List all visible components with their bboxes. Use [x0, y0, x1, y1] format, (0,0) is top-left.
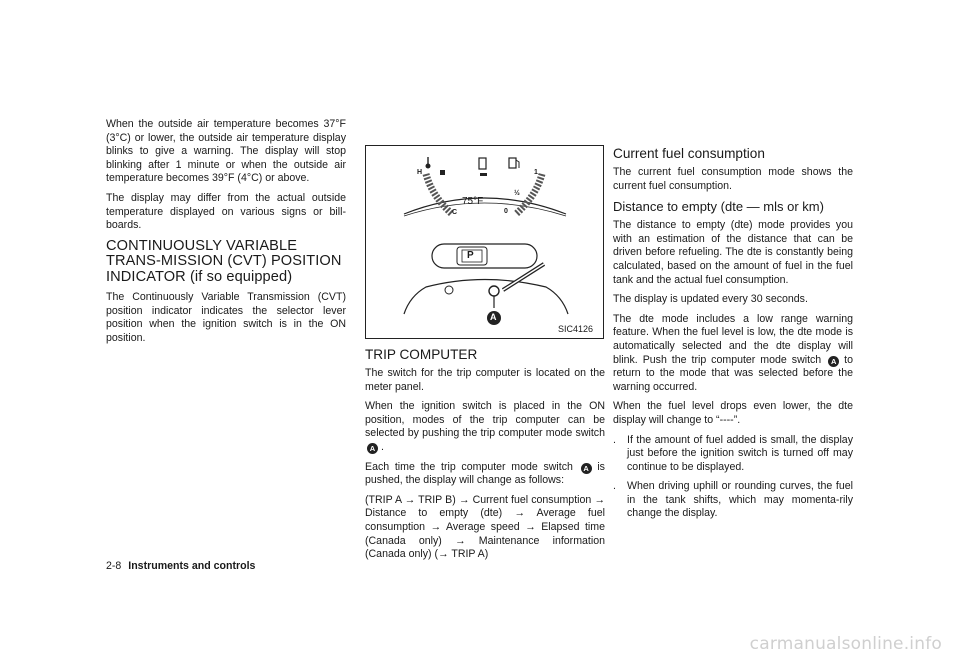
gauge-hot-label: H [417, 169, 423, 176]
paragraph-dte-dashes: When the fuel level drops even lower, the dte display will change to “----”. [613, 400, 853, 426]
paragraph-trip-modes [365, 400, 605, 454]
outside-temp-readout: 75°F [462, 196, 484, 207]
bullet-mark: . [613, 480, 616, 493]
callout-a-icon: A [581, 463, 592, 474]
paragraph-dte-warning-text-a: The dte mode includes a low range warning feature. When the fuel level is low, the dte mode is automatically selected and the dte display will blink. Push the trip computer mode switch [613, 312, 853, 366]
fuel-empty-label: 0 [504, 208, 508, 215]
paragraph-dte-warning [613, 313, 853, 395]
paragraph-trip-modes-end: . [380, 440, 384, 453]
meter-panel-figure [365, 145, 604, 339]
fuel-full-label: 1 [534, 169, 538, 176]
paragraph-trip-cycle-text-b: is pushed, the display will change as follows: [365, 460, 605, 487]
heading-current-fuel-consumption: Current fuel consumption [613, 146, 765, 161]
page-footer [106, 560, 255, 572]
page-number: 2-8 [106, 560, 122, 572]
gauge-cold-label: C [452, 209, 458, 216]
list-item [613, 434, 853, 475]
paragraph-trip-cycle [365, 461, 605, 488]
heading-trip-computer: TRIP COMPUTER [365, 347, 478, 362]
paragraph-trip-modes-text: When the ignition switch is placed in the ON position, modes of the trip computer can be selected by pushing the trip computer mode switch [365, 400, 605, 440]
heading-cvt-indicator: CONTINUOUSLY VARIABLE TRANS-MISSION (CVT) POSITION INDICATOR (if so equipped) [106, 237, 342, 285]
meter-panel-illustration [366, 146, 603, 338]
bullet-text: If the amount of fuel added is small, the display just before the ignition switch is turned off may continue to be displayed. [627, 433, 853, 473]
right-column [613, 146, 853, 527]
bullet-text: When driving uphill or rounding curves, the fuel in the tank shifts, which may momenta-rily change the display. [627, 480, 853, 520]
paragraph-dte-update: The display is updated every 30 seconds. [613, 293, 808, 306]
paragraph-trip-switch-location: The switch for the trip computer is located on the meter panel. [365, 367, 605, 393]
paragraph-outside-temp-warning: When the outside air temperature becomes 37°F (3°C) or lower, the outside air temperature display blinks to give a warning. The display will stop blinking after 1 minute or when the outside air temperature becomes 39°F (4°C) or above. [106, 118, 346, 185]
fuel-half-label: ½ [514, 190, 520, 197]
callout-a-badge: A [490, 312, 497, 322]
watermark: carmanualsonline.info [749, 634, 942, 654]
paragraph-display-differ: The display may differ from the actual outside temperature displayed on various signs or bill-boards. [106, 191, 346, 232]
paragraph-cvt-description: The Continuously Variable Transmission (CVT) position indicator indicates the selector lever position when the ignition switch is in the ON position. [106, 290, 346, 344]
paragraph-trip-sequence: (TRIP A → TRIP B) → Current fuel consumption → Distance to empty (dte) → Average fuel consumption → Average speed → Elapsed time (Canada only) → Maintenance information (Canada only) (→ TRIP A) [365, 493, 605, 561]
paragraph-dte-warning-text-b: to return to the mode that was selected before the warning occurred. [613, 353, 853, 393]
paragraph-dte-description: The distance to empty (dte) mode provides you with an estimation of the distance that can be driven before refueling. The dte is constantly being calculated, based on the amount of fuel in the fuel tank and the actual fuel consumption. [613, 219, 853, 286]
cvt-position-readout: P [467, 250, 474, 261]
left-column [106, 118, 346, 351]
callout-a-icon: A [828, 356, 839, 367]
callout-a-icon: A [367, 443, 378, 454]
paragraph-trip-cycle-text-a: Each time the trip computer mode switch [365, 460, 573, 473]
heading-distance-to-empty: Distance to empty (dte — mls or km) [613, 199, 824, 215]
figure-code: SIC4126 [557, 324, 593, 334]
middle-column [365, 347, 605, 568]
bullet-mark: . [613, 433, 616, 446]
paragraph-current-fuel: The current fuel consumption mode shows the current fuel consumption. [613, 166, 853, 192]
list-item [613, 480, 853, 521]
section-title: Instruments and controls [128, 560, 256, 572]
